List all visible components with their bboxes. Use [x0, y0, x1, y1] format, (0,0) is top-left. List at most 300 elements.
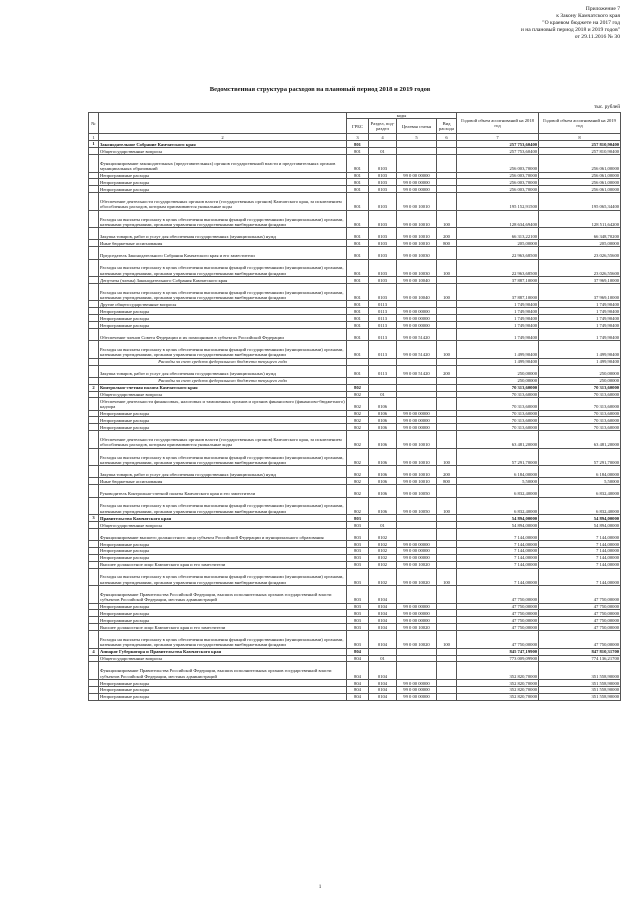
row-razdel: 0103 [369, 179, 397, 186]
row-csr: 99 0 00 10010 [397, 431, 437, 449]
row-amount-2018: 66 313,22100 [457, 228, 539, 240]
row-vr [437, 528, 457, 540]
row-name: Закупка товаров, работ и услуг для обеспечения государственных (муниципальных) нужд [99, 466, 347, 478]
row-amount-2019: 1 499,90400 [539, 358, 621, 365]
row-number [89, 617, 99, 624]
row-razdel: 0104 [369, 624, 397, 631]
row-name: Депутаты (члены) Законодательного Собрания Камчатского края [99, 277, 347, 284]
row-amount-2019: 70 313,60000 [539, 424, 621, 431]
row-number [89, 391, 99, 398]
row-vr [437, 648, 457, 655]
row-number [89, 603, 99, 610]
row-razdel: 0103 [369, 283, 397, 301]
row-name: Непрограммные расходы [99, 424, 347, 431]
row-csr [397, 377, 437, 384]
row-amount-2019: 66 348,70200 [539, 228, 621, 240]
row-vr: 100 [437, 568, 457, 586]
row-amount-2019: 47 750,00000 [539, 617, 621, 624]
row-name: Непрограммные расходы [99, 179, 347, 186]
appendix-line-4: и на плановый период 2018 и 2019 годов" [520, 27, 620, 33]
table-row [89, 541, 621, 548]
table-row [89, 172, 621, 179]
row-name: Общегосударственные вопросы [99, 655, 347, 662]
row-csr: 99 0 00 00000 [397, 322, 437, 329]
row-name: Непрограммные расходы [99, 603, 347, 610]
row-amount-2018: 256 003,70000 [457, 172, 539, 179]
row-razdel: 0104 [369, 586, 397, 604]
row-number [89, 655, 99, 662]
row-csr: 99 0 00 10030 [397, 259, 437, 277]
row-csr: 99 0 00 51420 [397, 365, 437, 377]
row-amount-2019: 47 750,00000 [539, 631, 621, 649]
row-number [89, 328, 99, 340]
row-number [89, 586, 99, 604]
row-amount-2018: 352 820,70000 [457, 679, 539, 686]
page-number: 1 [318, 884, 322, 890]
row-vr: 100 [437, 283, 457, 301]
row-razdel: 0113 [369, 301, 397, 308]
row-vr [437, 155, 457, 173]
row-razdel: 0106 [369, 466, 397, 478]
row-grbs: 801 [347, 179, 369, 186]
row-number [89, 259, 99, 277]
row-amount-2019: 5,50000 [539, 478, 621, 485]
table-row [89, 679, 621, 686]
row-csr [397, 155, 437, 173]
table-row [89, 283, 621, 301]
row-grbs: 803 [347, 547, 369, 554]
row-grbs: 801 [347, 365, 369, 377]
row-razdel: 0103 [369, 259, 397, 277]
row-amount-2018: 1 499,90400 [457, 358, 539, 365]
row-amount-2019: 7 144,00000 [539, 547, 621, 554]
row-vr [437, 521, 457, 528]
appendix-block [450, 6, 620, 41]
table-row [89, 561, 621, 568]
row-name: Обеспечение деятельности государственных органов власти (государственных органов) Камчатского края, за исключением обособленных расходов, которым присваиваются уникальные коды [99, 193, 347, 211]
row-grbs: 801 [347, 193, 369, 211]
table-row [89, 554, 621, 561]
row-vr [437, 301, 457, 308]
row-csr [397, 301, 437, 308]
row-number [89, 210, 99, 228]
row-csr: 99 0 00 00000 [397, 541, 437, 548]
table-row [89, 417, 621, 424]
row-name: Непрограммные расходы [99, 547, 347, 554]
row-csr: 99 0 00 10020 [397, 624, 437, 631]
appendix-line-1: Приложение 7 [585, 6, 620, 12]
row-number [89, 624, 99, 631]
row-amount-2018: 47 750,00000 [457, 610, 539, 617]
budget-table [88, 112, 621, 701]
row-vr: 100 [437, 448, 457, 466]
row-grbs: 801 [347, 172, 369, 179]
row-name: Иные бюджетные ассигнования [99, 478, 347, 485]
row-vr: 100 [437, 497, 457, 515]
table-row [89, 662, 621, 680]
row-name: Непрограммные расходы [99, 417, 347, 424]
row-amount-2018: 47 750,00000 [457, 586, 539, 604]
row-amount-2019: 23 026,55600 [539, 259, 621, 277]
row-number [89, 358, 99, 365]
row-grbs: 803 [347, 603, 369, 610]
row-grbs: 803 [347, 586, 369, 604]
row-name: Непрограммные расходы [99, 679, 347, 686]
row-name: Расходы на выплаты персоналу в целях обеспечения выполнения функций государственными (муниципальными) органами, казенными учреждениями, органами управления государственными внебюджетными фондами [99, 341, 347, 359]
row-vr [437, 610, 457, 617]
row-amount-2019: 774 136,21700 [539, 655, 621, 662]
row-name: Высшее должностное лицо Камчатского края и его заместители [99, 561, 347, 568]
row-vr [437, 686, 457, 693]
row-grbs: 801 [347, 315, 369, 322]
row-grbs: 803 [347, 624, 369, 631]
row-csr: 99 0 00 00000 [397, 172, 437, 179]
table-row [89, 148, 621, 155]
row-grbs: 801 [347, 259, 369, 277]
row-grbs: 803 [347, 515, 369, 522]
row-amount-2018: 47 750,00000 [457, 624, 539, 631]
row-razdel: 0102 [369, 541, 397, 548]
row-amount-2018: 7 144,00000 [457, 547, 539, 554]
row-amount-2018: 37 887,10000 [457, 283, 539, 301]
row-csr: 99 0 00 00000 [397, 603, 437, 610]
row-amount-2018: 70 313,60000 [457, 384, 539, 391]
row-number [89, 448, 99, 466]
row-grbs: 804 [347, 648, 369, 655]
row-number [89, 148, 99, 155]
row-grbs: 803 [347, 568, 369, 586]
row-amount-2018: 352 820,70000 [457, 693, 539, 700]
row-vr [437, 662, 457, 680]
row-csr [397, 358, 437, 365]
row-amount-2018: 5,50000 [457, 478, 539, 485]
row-razdel: 01 [369, 148, 397, 155]
row-csr: 99 0 00 10020 [397, 631, 437, 649]
row-name: Высшее должностное лицо Камчатского края и его заместители [99, 624, 347, 631]
table-row [89, 141, 621, 148]
row-grbs: 801 [347, 186, 369, 193]
row-name: Расходы на выплаты персоналу в целях обеспечения выполнения функций государственными (муниципальными) органами, казенными учреждениями, органами управления государственными внебюджетными фондами [99, 283, 347, 301]
row-number: 3 [89, 515, 99, 522]
row-razdel: 0113 [369, 365, 397, 377]
row-amount-2019: 195 065,34400 [539, 193, 621, 211]
table-row [89, 521, 621, 528]
table-row [89, 478, 621, 485]
row-amount-2018: 6 832,40000 [457, 497, 539, 515]
header-num: № [89, 113, 99, 134]
row-name: Непрограммные расходы [99, 686, 347, 693]
row-amount-2019: 7 144,00000 [539, 541, 621, 548]
row-vr [437, 315, 457, 322]
row-name: Общегосударственные вопросы [99, 391, 347, 398]
row-number [89, 398, 99, 410]
row-name: Расходы за счет средств федерального бюджета текущего года [99, 358, 347, 365]
row-name: Расходы за счет средств федерального бюджета текущего года [99, 377, 347, 384]
row-razdel: 01 [369, 391, 397, 398]
row-amount-2018: 256 003,70000 [457, 155, 539, 173]
table-row [89, 655, 621, 662]
row-vr [437, 277, 457, 284]
row-grbs: 803 [347, 554, 369, 561]
row-razdel: 0104 [369, 679, 397, 686]
row-grbs: 801 [347, 308, 369, 315]
row-number [89, 186, 99, 193]
row-razdel: 0103 [369, 210, 397, 228]
row-razdel: 0103 [369, 247, 397, 259]
row-number [89, 179, 99, 186]
row-vr [437, 603, 457, 610]
row-amount-2019: 1 749,90400 [539, 308, 621, 315]
row-name: Расходы на выплаты персоналу в целях обеспечения выполнения функций государственными (муниципальными) органами, казенными учреждениями, органами управления государственными внебюджетными фондами [99, 631, 347, 649]
row-razdel: 0104 [369, 610, 397, 617]
table-row [89, 424, 621, 431]
row-vr [437, 358, 457, 365]
row-amount-2018: 205,00000 [457, 240, 539, 247]
row-vr [437, 561, 457, 568]
row-razdel: 0106 [369, 431, 397, 449]
row-csr: 99 0 00 51420 [397, 328, 437, 340]
colnum: 8 [539, 134, 621, 141]
colnum: 2 [99, 134, 347, 141]
row-amount-2018: 70 313,60000 [457, 417, 539, 424]
row-amount-2019: 847 810,31700 [539, 648, 621, 655]
row-vr [437, 172, 457, 179]
row-name: Непрограммные расходы [99, 308, 347, 315]
row-amount-2018: 1 749,90400 [457, 322, 539, 329]
row-razdel: 0102 [369, 554, 397, 561]
row-amount-2019: 37 969,10000 [539, 277, 621, 284]
row-name: Непрограммные расходы [99, 322, 347, 329]
row-name: Расходы на выплаты персоналу в целях обеспечения выполнения функций государственными (муниципальными) органами, казенными учреждениями, органами управления государственными внебюджетными фондами [99, 448, 347, 466]
row-number [89, 277, 99, 284]
row-amount-2019: 6 832,40000 [539, 485, 621, 497]
row-grbs: 803 [347, 561, 369, 568]
row-grbs: 804 [347, 679, 369, 686]
header-codes: коды [347, 113, 457, 119]
row-vr [437, 424, 457, 431]
colnum: 5 [397, 134, 437, 141]
row-csr: 99 0 00 10020 [397, 568, 437, 586]
row-amount-2018: 47 750,00000 [457, 631, 539, 649]
row-razdel: 0104 [369, 603, 397, 610]
row-vr [437, 693, 457, 700]
row-amount-2019: 47 750,00000 [539, 603, 621, 610]
row-razdel: 0102 [369, 568, 397, 586]
row-amount-2019: 256 061,00000 [539, 155, 621, 173]
row-csr: 99 0 00 10010 [397, 228, 437, 240]
table-row [89, 466, 621, 478]
table-row [89, 528, 621, 540]
header-name [99, 113, 347, 134]
row-amount-2018: 57 291,70000 [457, 448, 539, 466]
row-csr: 99 0 00 00000 [397, 547, 437, 554]
row-grbs: 802 [347, 424, 369, 431]
row-csr: 99 0 00 00000 [397, 693, 437, 700]
row-grbs: 801 [347, 341, 369, 359]
table-row [89, 693, 621, 700]
table-row [89, 259, 621, 277]
row-number [89, 541, 99, 548]
table-row [89, 186, 621, 193]
row-razdel [369, 515, 397, 522]
row-razdel: 0102 [369, 528, 397, 540]
row-number: 1 [89, 141, 99, 148]
row-amount-2018: 257 753,60400 [457, 141, 539, 148]
row-razdel: 0113 [369, 341, 397, 359]
row-vr [437, 431, 457, 449]
row-amount-2019: 7 144,00000 [539, 554, 621, 561]
row-razdel: 0104 [369, 686, 397, 693]
row-grbs: 801 [347, 210, 369, 228]
header-2018: Годовой объем ассигнований на 2018 год [457, 113, 539, 134]
row-amount-2019: 70 313,60000 [539, 417, 621, 424]
row-number [89, 610, 99, 617]
row-grbs: 802 [347, 391, 369, 398]
row-number [89, 283, 99, 301]
row-razdel: 0104 [369, 662, 397, 680]
row-amount-2018: 7 144,00000 [457, 528, 539, 540]
row-razdel [369, 377, 397, 384]
row-amount-2018: 256 003,70000 [457, 186, 539, 193]
row-name: Обеспечение членов Совета Федерации и их помощников в субъектах Российской Федерации [99, 328, 347, 340]
row-razdel: 0104 [369, 693, 397, 700]
row-csr: 99 0 00 00000 [397, 679, 437, 686]
row-number [89, 568, 99, 586]
header-razdel: Раздел, под-раздел [369, 119, 397, 134]
row-grbs: 801 [347, 322, 369, 329]
row-number [89, 417, 99, 424]
row-vr [437, 328, 457, 340]
row-number [89, 431, 99, 449]
row-name: Общегосударственные вопросы [99, 521, 347, 528]
row-number: 4 [89, 648, 99, 655]
row-name: Непрограммные расходы [99, 315, 347, 322]
table-row [89, 384, 621, 391]
row-amount-2019: 250,00000 [539, 365, 621, 377]
table-row [89, 155, 621, 173]
table-row [89, 410, 621, 417]
row-razdel: 0113 [369, 308, 397, 315]
row-name: Председатель Законодательного Собрания Камчатского края и его заместители [99, 247, 347, 259]
row-amount-2019: 70 313,60000 [539, 398, 621, 410]
row-name: Обеспечение деятельности финансовых, налоговых и таможенных органов и органов финансового (финансово-бюджетного) надзора [100, 399, 345, 410]
row-grbs: 804 [347, 655, 369, 662]
row-name: Расходы на выплаты персоналу в целях обеспечения выполнения функций государственными (муниципальными) органами, казенными учреждениями, органами управления государственными внебюджетными фондами [99, 497, 347, 515]
row-vr [437, 624, 457, 631]
header-2019: Годовой объем ассигнований на 2019 год [539, 113, 621, 134]
row-amount-2019: 256 061,00000 [539, 172, 621, 179]
row-csr: 99 0 00 00000 [397, 554, 437, 561]
colnum: 3 [347, 134, 369, 141]
row-csr [397, 648, 437, 655]
table-row [89, 193, 621, 211]
row-grbs: 802 [347, 448, 369, 466]
row-grbs: 803 [347, 521, 369, 528]
row-razdel: 0104 [369, 617, 397, 624]
row-vr [437, 485, 457, 497]
row-grbs: 803 [347, 617, 369, 624]
row-razdel: 0113 [369, 315, 397, 322]
row-vr: 100 [437, 259, 457, 277]
table-row [89, 228, 621, 240]
row-vr [437, 384, 457, 391]
row-number [89, 554, 99, 561]
row-csr: 99 0 00 10010 [397, 240, 437, 247]
row-number [89, 561, 99, 568]
table-row [89, 341, 621, 359]
row-razdel [369, 141, 397, 148]
row-vr [437, 515, 457, 522]
row-amount-2019: 1 749,90400 [539, 322, 621, 329]
row-amount-2018: 7 144,00000 [457, 561, 539, 568]
row-number [89, 315, 99, 322]
row-amount-2018: 6 832,40000 [457, 485, 539, 497]
row-csr: 99 0 00 10050 [397, 485, 437, 497]
row-csr [397, 586, 437, 604]
row-amount-2019: 6 832,40000 [539, 497, 621, 515]
row-razdel [369, 384, 397, 391]
row-number: 2 [89, 384, 99, 391]
row-vr [437, 679, 457, 686]
appendix-line-3: "О краевом бюджете на 2017 год [542, 20, 620, 26]
header-csr: Целевая статья [397, 119, 437, 134]
row-amount-2018: 47 750,00000 [457, 603, 539, 610]
row-vr [437, 391, 457, 398]
row-vr: 200 [437, 466, 457, 478]
row-name: Расходы на выплаты персоналу в целях обеспечения выполнения функций государственными (муниципальными) органами, казенными учреждениями, органами управления государственными внебюджетными фондами [99, 568, 347, 586]
row-amount-2019: 63 481,20000 [539, 431, 621, 449]
row-amount-2018: 47 750,00000 [457, 617, 539, 624]
row-vr [437, 541, 457, 548]
row-grbs: 802 [347, 384, 369, 391]
appendix-line-5: от 29.11.2016 № 30 [574, 34, 620, 40]
row-grbs: 802 [347, 398, 369, 410]
row-amount-2018: 70 313,60000 [457, 391, 539, 398]
row-name: Функционирование Правительства Российской Федерации, высших исполнительных органов государственной власти субъектов Российской Федерации, местных администраций [99, 586, 347, 604]
row-number [89, 528, 99, 540]
colnum: 7 [457, 134, 539, 141]
row-name: Расходы на выплаты персоналу в целях обеспечения выполнения функций государственными (муниципальными) органами, казенными учреждениями, органами управления государственными внебюджетными фондами [99, 259, 347, 277]
row-amount-2019: 128 511,64200 [539, 210, 621, 228]
row-amount-2019: 54 894,00000 [539, 521, 621, 528]
row-number [89, 424, 99, 431]
row-amount-2018: 128 634,69400 [457, 210, 539, 228]
table-row [89, 631, 621, 649]
row-grbs: 804 [347, 662, 369, 680]
row-razdel: 0103 [369, 228, 397, 240]
row-name: Непрограммные расходы [99, 693, 347, 700]
row-vr [437, 586, 457, 604]
table-row [89, 301, 621, 308]
row-amount-2019: 37 969,10000 [539, 283, 621, 301]
row-csr: 99 0 00 10040 [397, 283, 437, 301]
row-vr [437, 417, 457, 424]
row-number [89, 247, 99, 259]
row-razdel: 0106 [369, 448, 397, 466]
row-csr [397, 391, 437, 398]
colnum: 1 [89, 134, 99, 141]
row-csr: 99 0 00 00000 [397, 308, 437, 315]
row-razdel: 0103 [369, 155, 397, 173]
row-amount-2018: 195 152,91500 [457, 193, 539, 211]
row-name: Законодательное Собрание Камчатского края [99, 141, 347, 148]
row-amount-2019: 57 291,70000 [539, 448, 621, 466]
row-vr [437, 247, 457, 259]
row-vr: 200 [437, 365, 457, 377]
row-amount-2019: 54 894,00000 [539, 515, 621, 522]
row-number [89, 301, 99, 308]
row-vr: 100 [437, 210, 457, 228]
